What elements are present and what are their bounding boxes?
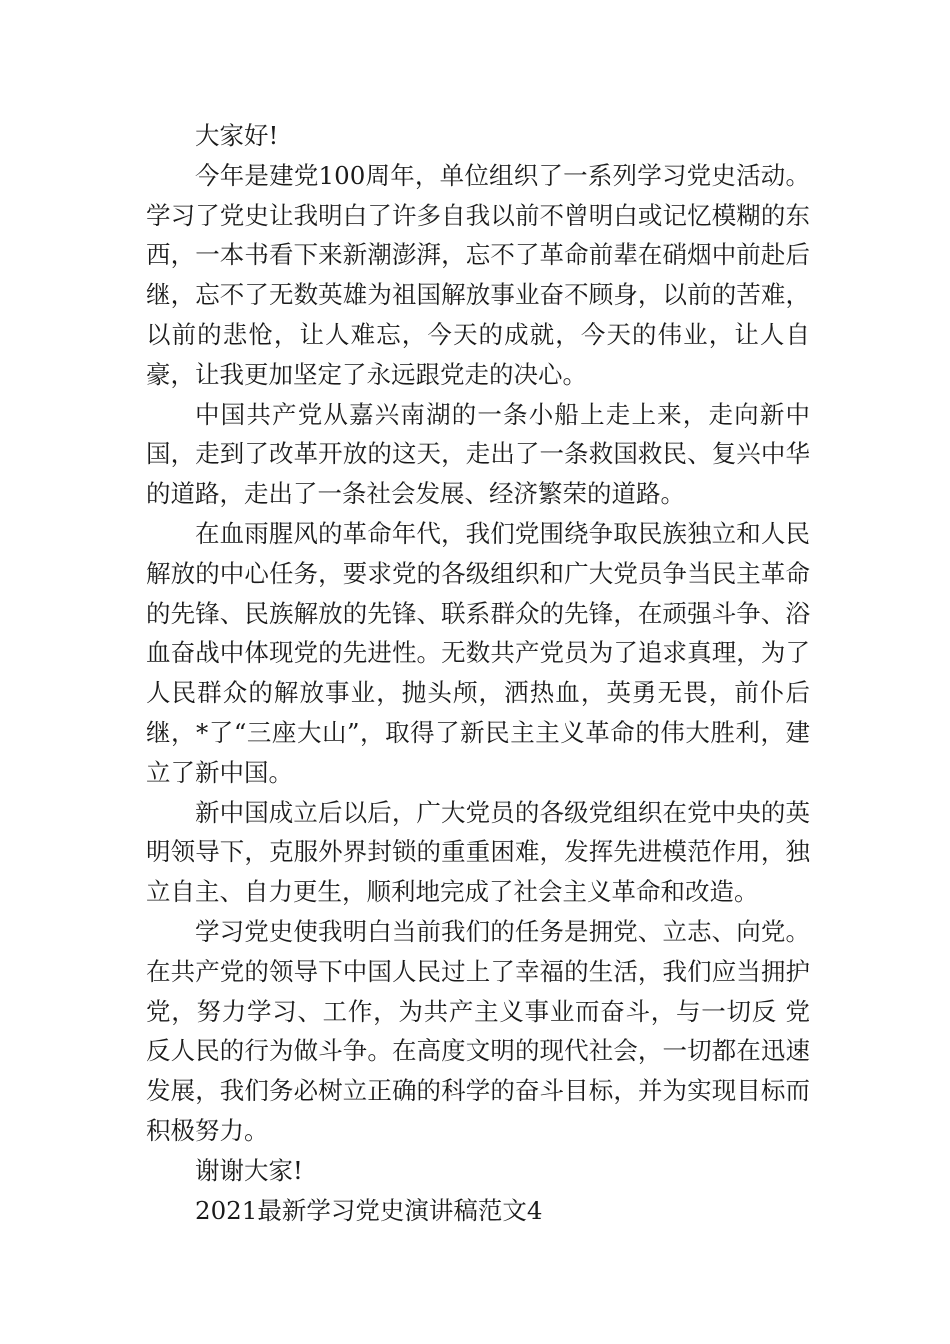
body-paragraph: 新中国成立后以后，广大党员的各级党组织在党中央的英明领导下，克服外界封锁的重重困难，发挥先进模范作用，独立自主、自力更生，顺利地完成了社会主义革命和改造。 (146, 797, 810, 907)
document-body (146, 116, 810, 1230)
body-paragraph: 学习党史使我明白当前我们的任务是拥党、立志、向党。在共产党的领导下中国人民过上了幸福的生活，我们应当拥护党，努力学习、工作，为共产主义事业而奋斗，与一切反 党反人民的行为做斗争。在高度文明的现代社会，一切都在迅速发展，我们务必树立正确的科学的奋斗目标，并为实现目标而积极努力。 (146, 916, 810, 1145)
body-paragraph: 今年是建党100周年，单位组织了一系列学习党史活动。学习了党史让我明白了许多自我以前不曾明白或记忆模糊的东西，一本书看下来新潮澎湃，忘不了革命前辈在硝烟中前赴后继，忘不了无数英雄为祖国解放事业奋不顾身，以前的苦难，以前的悲怆，让人难忘，今天的成就，今天的伟业，让人自豪，让我更加坚定了永远跟党走的决心。 (146, 160, 810, 389)
body-paragraph: 在血雨腥风的革命年代，我们党围绕争取民族独立和人民解放的中心任务，要求党的各级组织和广大党员争当民主革命的先锋、民族解放的先锋、联系群众的先锋，在顽强斗争、浴血奋战中体现党的先进性。无数共产党员为了追求真理，为了人民群众的解放事业，抛头颅，洒热血，英勇无畏，前仆后继，*了“三座大山”，取得了新民主主义革命的伟大胜利，建立了新中国。 (146, 518, 810, 787)
greeting-paragraph: 大家好! (195, 121, 279, 150)
closing-paragraph: 谢谢大家! (195, 1155, 303, 1185)
next-section-heading: 2021最新学习党史演讲稿范文4 (195, 1195, 543, 1225)
body-paragraph: 中国共产党从嘉兴南湖的一条小船上走上来，走向新中国，走到了改革开放的这天，走出了一条救国救民、复兴中华的道路，走出了一条社会发展、经济繁荣的道路。 (146, 399, 810, 509)
